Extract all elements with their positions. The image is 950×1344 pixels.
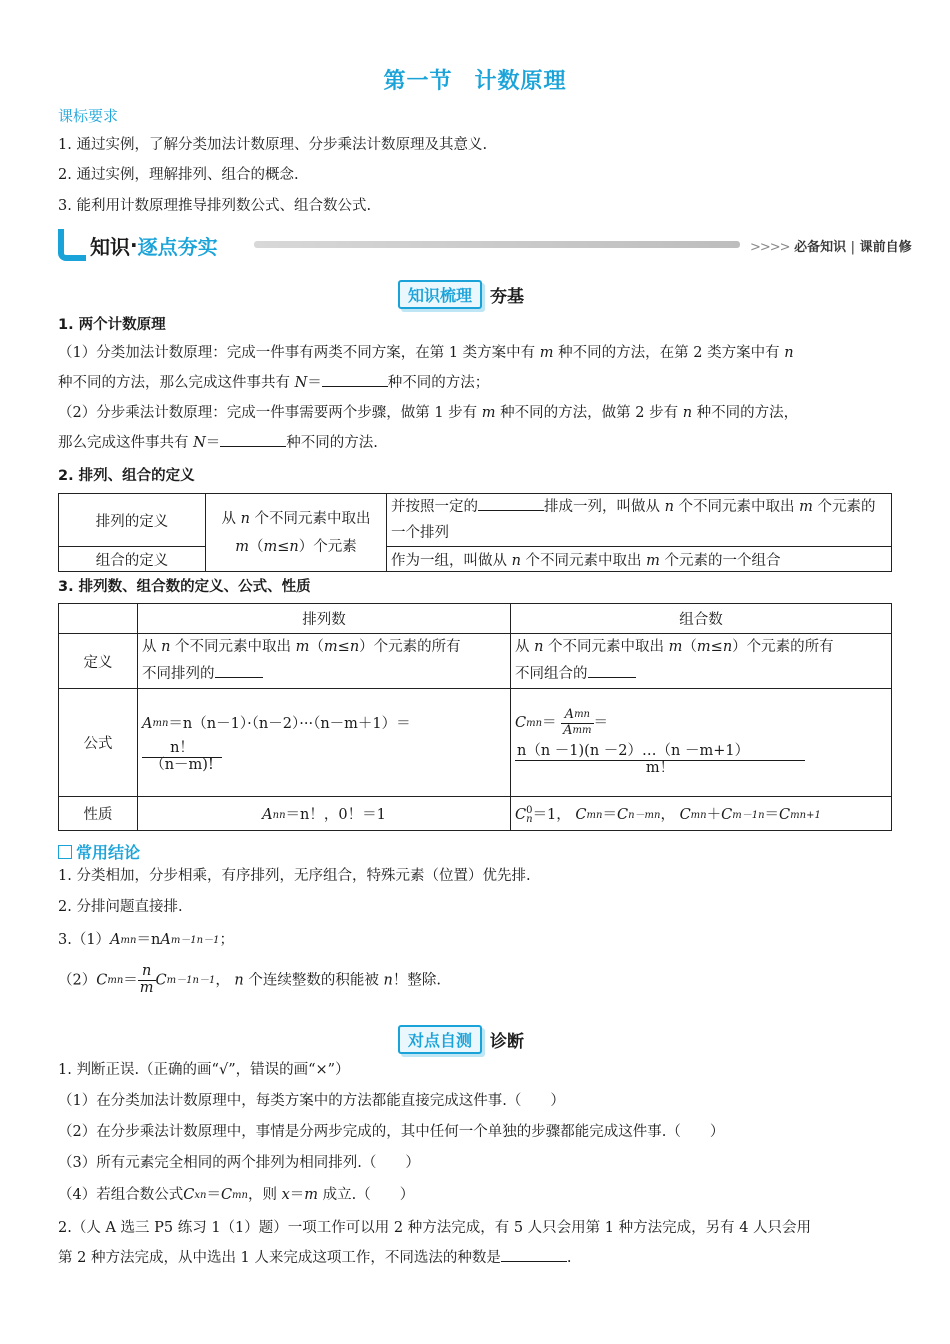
banner-right-label: >>>> 必备知识 | 课前自修 (750, 240, 912, 255)
section-heading-3: 3. 排列数、组合数的定义、公式、性质 (58, 579, 311, 595)
quiz-question-1: 1. 判断正误.（正确的画“√”，错误的画“×”） (58, 1062, 350, 1078)
section-heading-2: 2. 排列、组合的定义 (58, 468, 195, 484)
column-header-permutation: 排列数 (138, 604, 511, 634)
answer-blank[interactable] (322, 372, 388, 387)
section-1-body: （1）分类加法计数原理：完成一件事有两类不同方案，在第 1 类方案中有 m 种不同的方法，在第 2 类方案中有 n 种不同的方法，那么完成这件事共有 N＝ 种不同的方法； （2）分步乘法计数原理：完成一件事需要两个步骤，做第 1 步有 m 种不同的方法，做第 2 步有 n 种不同的方法， 那么完成这件事共有 N＝ 种不同的方法. (58, 345, 799, 451)
row-label-formula: 公式 (59, 689, 138, 797)
requirement-item: 3. 能利用计数原理推导排列数公式、组合数公式. (58, 198, 372, 214)
conclusion-fraction: $\frac{n}{m}$ (139, 963, 154, 996)
banner-title-knowledge: 知识 (90, 234, 130, 259)
formula-table (58, 603, 892, 831)
combination-formula: Cmn＝ $\frac{\text{Amn}}{\text{Amm}}$ ＝ $\frac{n(n -1)(n -2)\dots(n -m+1)}{m!}$ (511, 689, 892, 797)
permutation-property: Ann＝n！，0！＝1 (138, 797, 511, 831)
tag-self-test: 对点自测 诊断 (398, 1025, 524, 1054)
tag-knowledge-review: 知识梳理 夯基 (398, 280, 524, 309)
answer-blank[interactable] (220, 432, 286, 447)
bracket-icon (58, 229, 86, 261)
permutation-definition: 并按照一定的 排成一列，叫做从 n 个不同元素中取出 m 个元素的一个排列 (387, 494, 892, 547)
requirement-item: 2. 通过实例，理解排列、组合的概念. (58, 167, 299, 183)
combination-fraction-2: $\frac{n(n -1)(n -2)\dots(n -m+1)}{m!}$ (515, 744, 805, 777)
definition-table (58, 493, 892, 572)
banner-title-sub: 逐点夯实 (137, 234, 218, 259)
quiz-item[interactable]: （3）所有元素完全相同的两个排列为相同排列.（ ） (58, 1155, 420, 1171)
requirement-item: 1. 通过实例，了解分类加法计数原理、分步乘法计数原理及其意义. (58, 137, 488, 153)
section-banner: 知识 · 逐点夯实 >>>> 必备知识 | 课前自修 (58, 230, 858, 260)
quiz-item[interactable]: （2）在分步乘法计数原理中，事情是分两步完成的，其中任何一个单独的步骤都能完成这件事.（ ） (58, 1124, 725, 1140)
conclusion-item: 3.（1）Amn＝nAm－1n－1； (58, 932, 234, 948)
requirements-heading: 课标要求 (58, 107, 119, 125)
permutation-formula: Amn＝n（n－1）·（n－2）···（n－m＋1）＝ $\frac{n!}{(n-m)!}$ (138, 689, 511, 797)
checkbox-icon (58, 845, 72, 859)
row-label-permutation: 排列的定义 (59, 494, 206, 547)
answer-blank[interactable] (215, 663, 263, 678)
row-label-property: 性质 (59, 797, 138, 831)
permutation-count-definition: 从 n 个不同元素中取出 m（m≤n）个元素的所有 不同排列的 (138, 634, 511, 689)
quiz-item[interactable]: （1）在分类加法计数原理中，每类方案中的方法都能直接完成这件事.（ ） (58, 1093, 565, 1109)
quiz-question-2: 2.（人 A 选三 P5 练习 1（1）题）一项工作可以用 2 种方法完成，有 5 人只会用第 1 种方法完成，另有 4 人只会用 第 2 种方法完成，从中选出 1 人来完成这项工作，不同选法的种数是 . (58, 1220, 812, 1266)
combination-definition: 作为一组，叫做从 n 个不同元素中取出 m 个元素的一个组合 (387, 547, 892, 572)
permutation-fraction: $\frac{n!}{(n-m)!}$ (142, 741, 222, 774)
conclusion-item: 2. 分排问题直接排. (58, 899, 183, 915)
combination-count-definition: 从 n 个不同元素中取出 m（m≤n）个元素的所有 不同组合的 (511, 634, 892, 689)
shared-definition-cell: 从 n 个不同元素中取出 m（m≤n）个元素 (206, 494, 387, 572)
answer-blank[interactable] (501, 1247, 567, 1262)
row-label-combination: 组合的定义 (59, 547, 206, 572)
conclusions-heading: 常用结论 (58, 840, 140, 863)
conclusion-item: （2）Cmn＝ $\frac{n}{m}$ Cm－1n－1， n 个连续整数的积能被 n！整除. (58, 963, 441, 996)
quiz-item[interactable]: （4）若组合数公式Cxn＝Cmn，则 x＝m 成立.（ ） (58, 1187, 415, 1203)
column-header-combination: 组合数 (511, 604, 892, 634)
combination-property: C 0 n＝1， Cmn＝Cn－mn， Cmn＋Cm－1n＝Cmn+1 (511, 797, 892, 831)
arrows-icon: >>>> (750, 240, 790, 255)
answer-blank[interactable] (478, 496, 544, 511)
conclusion-item: 1. 分类相加，分步相乘，有序排列，无序组合，特殊元素（位置）优先排. (58, 868, 531, 884)
page-title: 第一节 计数原理 (383, 69, 567, 94)
banner-divider (254, 241, 740, 248)
answer-blank[interactable] (588, 663, 636, 678)
row-label-definition: 定义 (59, 634, 138, 689)
combination-fraction-1: $\frac{\text{Amn}}{\text{Amm}}$ (563, 707, 592, 738)
section-heading-1: 1. 两个计数原理 (58, 317, 166, 333)
